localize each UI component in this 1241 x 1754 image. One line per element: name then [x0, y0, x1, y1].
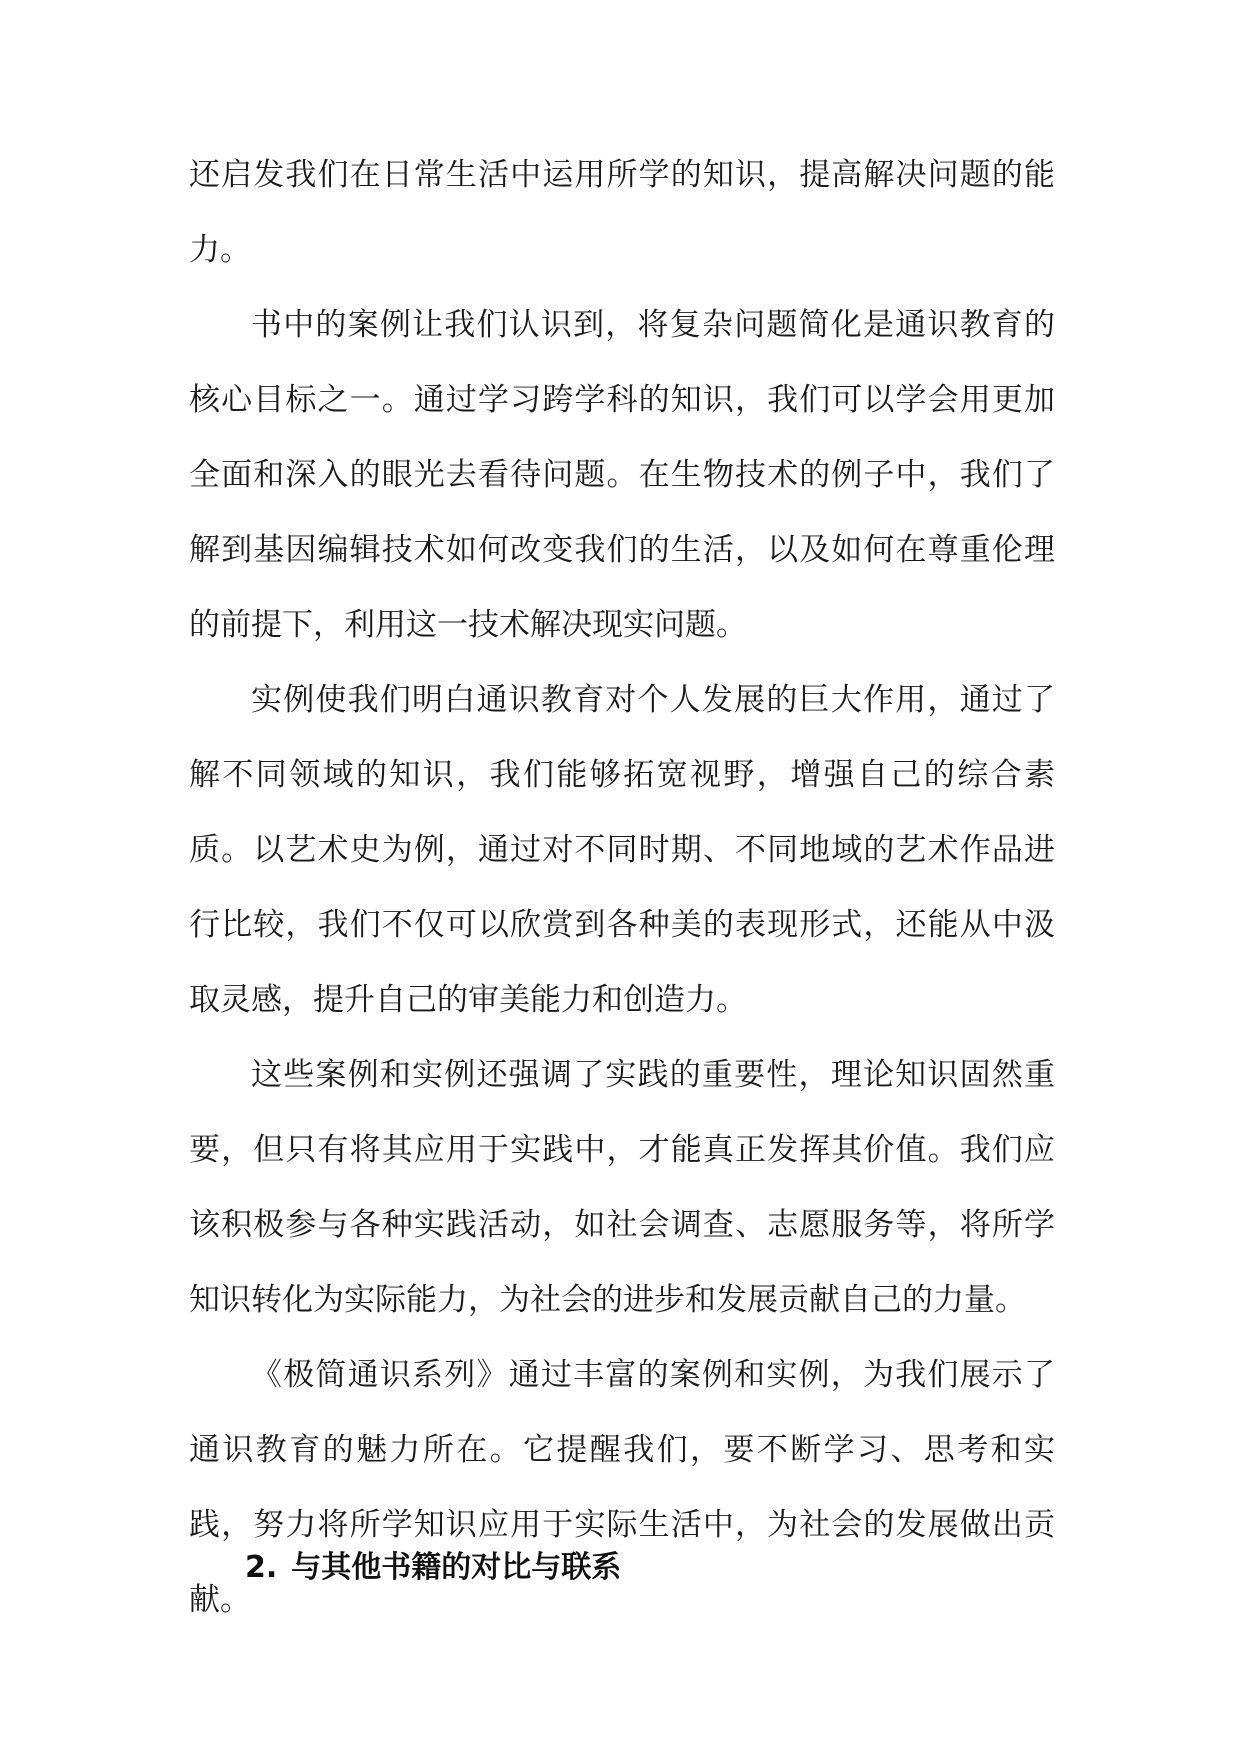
paragraph-practice: 这些案例和实例还强调了实践的重要性，理论知识固然重要，但只有将其应用于实践中，才能真正发挥其价值。我们应该积极参与各种实践活动，如社会调查、志愿服务等，将所学知识转化为实际能力，为社会的进步和发展贡献自己的力量。	[189, 1057, 1055, 1318]
paragraph-personal-development: 实例使我们明白通识教育对个人发展的巨大作用，通过了解不同领域的知识，我们能够拓宽视野，增强自己的综合素质。以艺术史为例，通过对不同时期、不同地域的艺术作品进行比较，我们不仅可以欣赏到各种美的表现形式，还能从中汲取灵感，提升自己的审美能力和创造力。	[189, 682, 1055, 1018]
section-number: 2.	[245, 1550, 278, 1585]
paragraph-conclusion: 《极简通识系列》通过丰富的案例和实例，为我们展示了通识教育的魅力所在。它提醒我们，要不断学习、思考和实践，努力将所学知识应用于实际生活中，为社会的发展做出贡献。	[189, 1357, 1055, 1618]
section-title: 与其他书籍的对比与联系	[291, 1550, 622, 1585]
paragraph-continuation: 还启发我们在日常生活中运用所学的知识，提高解决问题的能力。	[189, 157, 1055, 268]
document-body	[189, 138, 1055, 1638]
paragraph-case-study: 书中的案例让我们认识到，将复杂问题简化是通识教育的核心目标之一。通过学习跨学科的知识，我们可以学会用更加全面和深入的眼光去看待问题。在生物技术的例子中，我们了解到基因编辑技术如何改变我们的生活，以及如何在尊重伦理的前提下，利用这一技术解决现实问题。	[189, 307, 1055, 643]
section-heading	[245, 1548, 621, 1588]
